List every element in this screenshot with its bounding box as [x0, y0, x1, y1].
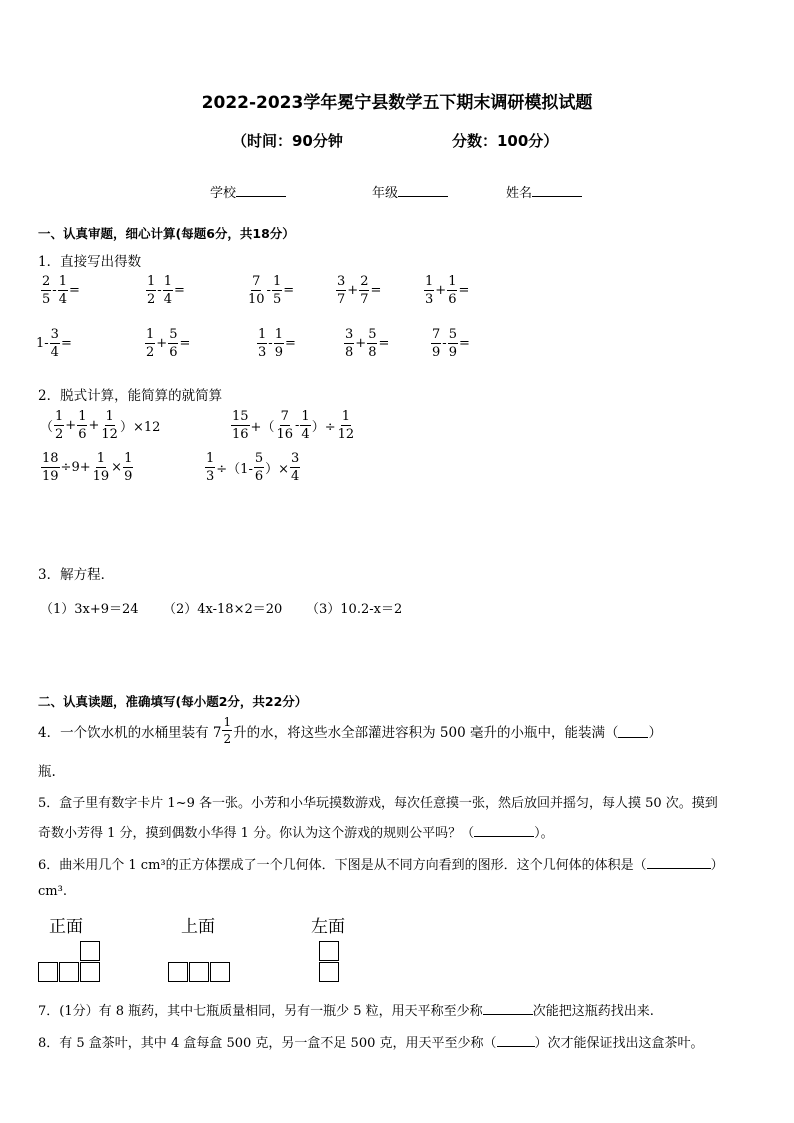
operator: -: [442, 336, 447, 351]
operator: =: [68, 283, 80, 298]
operator: +: [355, 336, 367, 351]
q1-expression: [335, 275, 381, 306]
fraction: $\frac{2}{5}$: [42, 274, 51, 307]
fraction: $\frac{1}{5}$: [272, 274, 282, 307]
fraction: $\frac{1}{2}$: [55, 409, 64, 442]
operator: （: [40, 420, 54, 435]
operator: =: [179, 336, 191, 351]
q1-expression: [430, 328, 470, 359]
left-view-diagram: [319, 941, 341, 985]
q1-expression: [343, 328, 389, 359]
operator: =: [458, 336, 470, 351]
q4-fraction: $\frac{1}{2}$: [223, 715, 232, 746]
section-2-heading: 二、认真读题，准确填写(每小题2分，共22分）: [38, 694, 308, 709]
fraction: $\frac{2}{7}$: [360, 274, 369, 307]
operator: -: [295, 418, 300, 433]
view-label-front: 正面: [49, 917, 83, 937]
operator: -: [266, 283, 271, 298]
question-6-line1: 6．曲米用几个 1 cm³的正方体摆成了一个几何体．下图是从不同方向看到的图形．这个几何体的体积是（ ）: [38, 854, 724, 873]
operator: +: [88, 418, 100, 433]
q2-expression: [40, 452, 134, 483]
operator: =: [173, 283, 185, 298]
fraction: $\frac{7}{10}$: [248, 274, 265, 307]
grade-field: 年级: [372, 182, 448, 201]
fraction: $\frac{1}{4}$: [301, 409, 310, 442]
fraction: $\frac{1}{12}$: [101, 409, 118, 442]
fraction: $\frac{1}{3}$: [206, 451, 215, 484]
operator: ×: [111, 460, 123, 475]
fraction: $\frac{1}{9}$: [274, 327, 283, 360]
fraction: $\frac{5}{9}$: [448, 327, 457, 360]
fraction: $\frac{1}{12}$: [337, 409, 355, 442]
q2-expression: [204, 452, 301, 483]
fraction: $\frac{18}{19}$: [42, 451, 59, 484]
question-5-line1: 5．盒子里有数字卡片 1~9 各一张。小芳和小华玩摸数游戏，每次任意摸一张，然后放回并摇匀，每人摸 50 次。摸到: [38, 796, 718, 811]
operator: ）÷: [311, 420, 336, 435]
operator: =: [458, 283, 470, 298]
view-label-left: 左面: [311, 917, 345, 937]
equation-1: （1）3x+9＝24: [40, 602, 139, 617]
operator: +: [156, 336, 168, 351]
operator: 1-: [36, 336, 49, 351]
fraction: $\frac{1}{6}$: [448, 274, 457, 307]
fraction: $\frac{5}{6}$: [254, 451, 264, 484]
q1-label: 1．直接写出得数: [38, 254, 142, 270]
question-8: 8．有 5 盒茶叶，其中 4 盒每盒 500 克，另一盒不足 500 克，用天平至少称（ ）次才能保证找出这盒茶叶。: [38, 1032, 704, 1051]
fraction: $\frac{5}{8}$: [368, 327, 377, 360]
operator: +: [65, 418, 77, 433]
fraction: $\frac{1}{2}$: [147, 274, 156, 307]
operator: +: [435, 283, 447, 298]
operator: -: [52, 283, 57, 298]
q1-expression: [36, 328, 72, 359]
name-field: 姓名: [506, 182, 582, 201]
q2-expression: [40, 410, 160, 441]
fraction: $\frac{1}{9}$: [124, 451, 133, 484]
operator: +: [347, 283, 359, 298]
question-4: 4．一个饮水机的水桶里装有 7 $\frac{1}{2}$ 升的水，将这些水全部灌进容积为 500 毫升的小瓶中，能装满（ ）: [38, 715, 662, 746]
operator: ÷9+: [60, 460, 91, 475]
fraction: $\frac{1}{3}$: [258, 327, 267, 360]
q2-expression: [230, 410, 356, 441]
q1-expression: [144, 328, 190, 359]
q3-label: 3．解方程．: [38, 567, 115, 583]
fraction: $\frac{1}{6}$: [78, 409, 87, 442]
operator: =: [370, 283, 382, 298]
top-view-diagram: [168, 962, 234, 984]
fraction: $\frac{3}{4}$: [291, 451, 300, 484]
operator: =: [284, 336, 296, 351]
q2-label: 2．脱式计算，能简算的就简算: [38, 388, 223, 404]
operator: =: [283, 283, 295, 298]
question-6-line2: cm³.: [38, 884, 67, 899]
score-label: 分数：100分）: [452, 132, 559, 150]
fraction: $\frac{1}{3}$: [425, 274, 434, 307]
operator: =: [378, 336, 390, 351]
fraction: $\frac{1}{19}$: [92, 451, 110, 484]
fraction: $\frac{7}{16}$: [276, 409, 293, 442]
fraction: $\frac{5}{6}$: [169, 327, 178, 360]
fraction: $\frac{1}{4}$: [58, 274, 67, 307]
question-7: 7．(1分）有 8 瓶药，其中七瓶质量相同，另有一瓶少 5 粒，用天平称至少称 次能把这瓶药找出来.: [38, 1000, 654, 1019]
page-title: 2022-2023学年冕宁县数学五下期末调研模拟试题: [201, 93, 593, 113]
operator: ÷（1-: [216, 462, 253, 477]
equation-3: （3）10.2-x＝2: [306, 602, 403, 617]
view-label-top: 上面: [181, 917, 215, 937]
operator: +（: [250, 420, 275, 435]
q1-expression: [246, 275, 294, 306]
front-view-diagram: [38, 941, 104, 985]
fraction: $\frac{1}{4}$: [163, 274, 172, 307]
fraction: $\frac{7}{9}$: [432, 327, 441, 360]
operator: =: [60, 336, 72, 351]
school-field: 学校: [210, 182, 286, 201]
operator: -: [268, 336, 273, 351]
section-1-heading: 一、认真审题，细心计算(每题6分，共18分）: [38, 226, 295, 241]
fraction: $\frac{3}{4}$: [50, 327, 59, 360]
fraction: $\frac{1}{2}$: [146, 327, 155, 360]
operator: ）×12: [119, 420, 161, 435]
q1-expression: [40, 275, 80, 306]
fraction: $\frac{3}{8}$: [345, 327, 354, 360]
operator: -: [157, 283, 162, 298]
q1-expression: [256, 328, 296, 359]
q1-expression: [145, 275, 185, 306]
fraction: $\frac{3}{7}$: [337, 274, 346, 307]
fraction: $\frac{15}{16}$: [232, 409, 249, 442]
equation-2: （2）4x-18×2＝20: [163, 602, 283, 617]
time-label: （时间：90分钟: [232, 132, 343, 150]
question-5-line2: 奇数小芳得 1 分，摸到偶数小华得 1 分。你认为这个游戏的规则公平吗？（ ）。: [38, 822, 554, 841]
q1-expression: [423, 275, 469, 306]
question-4-cont: 瓶.: [38, 764, 56, 780]
operator: ）×: [265, 462, 290, 477]
